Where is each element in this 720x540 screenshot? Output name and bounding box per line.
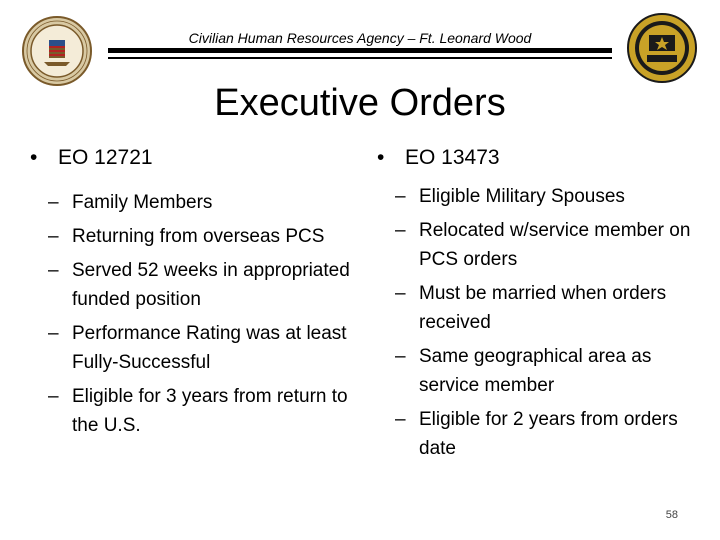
right-column (377, 146, 707, 468)
dash-icon: – (395, 346, 406, 367)
dash-icon: – (48, 323, 59, 344)
dash-icon: – (395, 409, 406, 430)
right-heading-label: EO 13473 (405, 146, 500, 169)
army-seal-icon (22, 16, 92, 86)
agency-header: Civilian Human Resources Agency – Ft. Leonard Wood (188, 30, 532, 46)
list-item: – Eligible for 2 years from orders date (377, 405, 707, 463)
list-item: – Must be married when orders received (377, 279, 707, 337)
bullet-icon: • (30, 146, 38, 169)
page-title: Executive Orders (214, 82, 506, 124)
left-column (30, 146, 360, 445)
header-rule-thick (108, 48, 612, 53)
list-item: – Performance Rating was at least Fully-Successful (30, 319, 360, 377)
list-item: – Served 52 weeks in appropriated funded position (30, 256, 360, 314)
list-item: – Eligible Military Spouses (377, 182, 707, 211)
page-number: 58 (665, 509, 678, 521)
list-item: – Same geographical area as service member (377, 342, 707, 400)
dash-icon: – (48, 260, 59, 281)
list-item: – Returning from overseas PCS (30, 222, 360, 251)
dash-icon: – (48, 386, 59, 407)
header-rule-thin (108, 57, 612, 59)
hr-solutions-seal-icon (627, 13, 697, 83)
dash-icon: – (395, 283, 406, 304)
left-heading-label: EO 12721 (58, 146, 153, 169)
list-item: – Family Members (30, 188, 360, 217)
dash-icon: – (395, 186, 406, 207)
right-heading (377, 146, 707, 170)
left-heading (30, 146, 360, 170)
list-item: – Eligible for 3 years from return to the U.S. (30, 382, 360, 440)
bullet-icon: • (377, 146, 385, 169)
dash-icon: – (48, 226, 59, 247)
dash-icon: – (395, 220, 406, 241)
dash-icon: – (48, 192, 59, 213)
list-item: – Relocated w/service member on PCS orders (377, 216, 707, 274)
